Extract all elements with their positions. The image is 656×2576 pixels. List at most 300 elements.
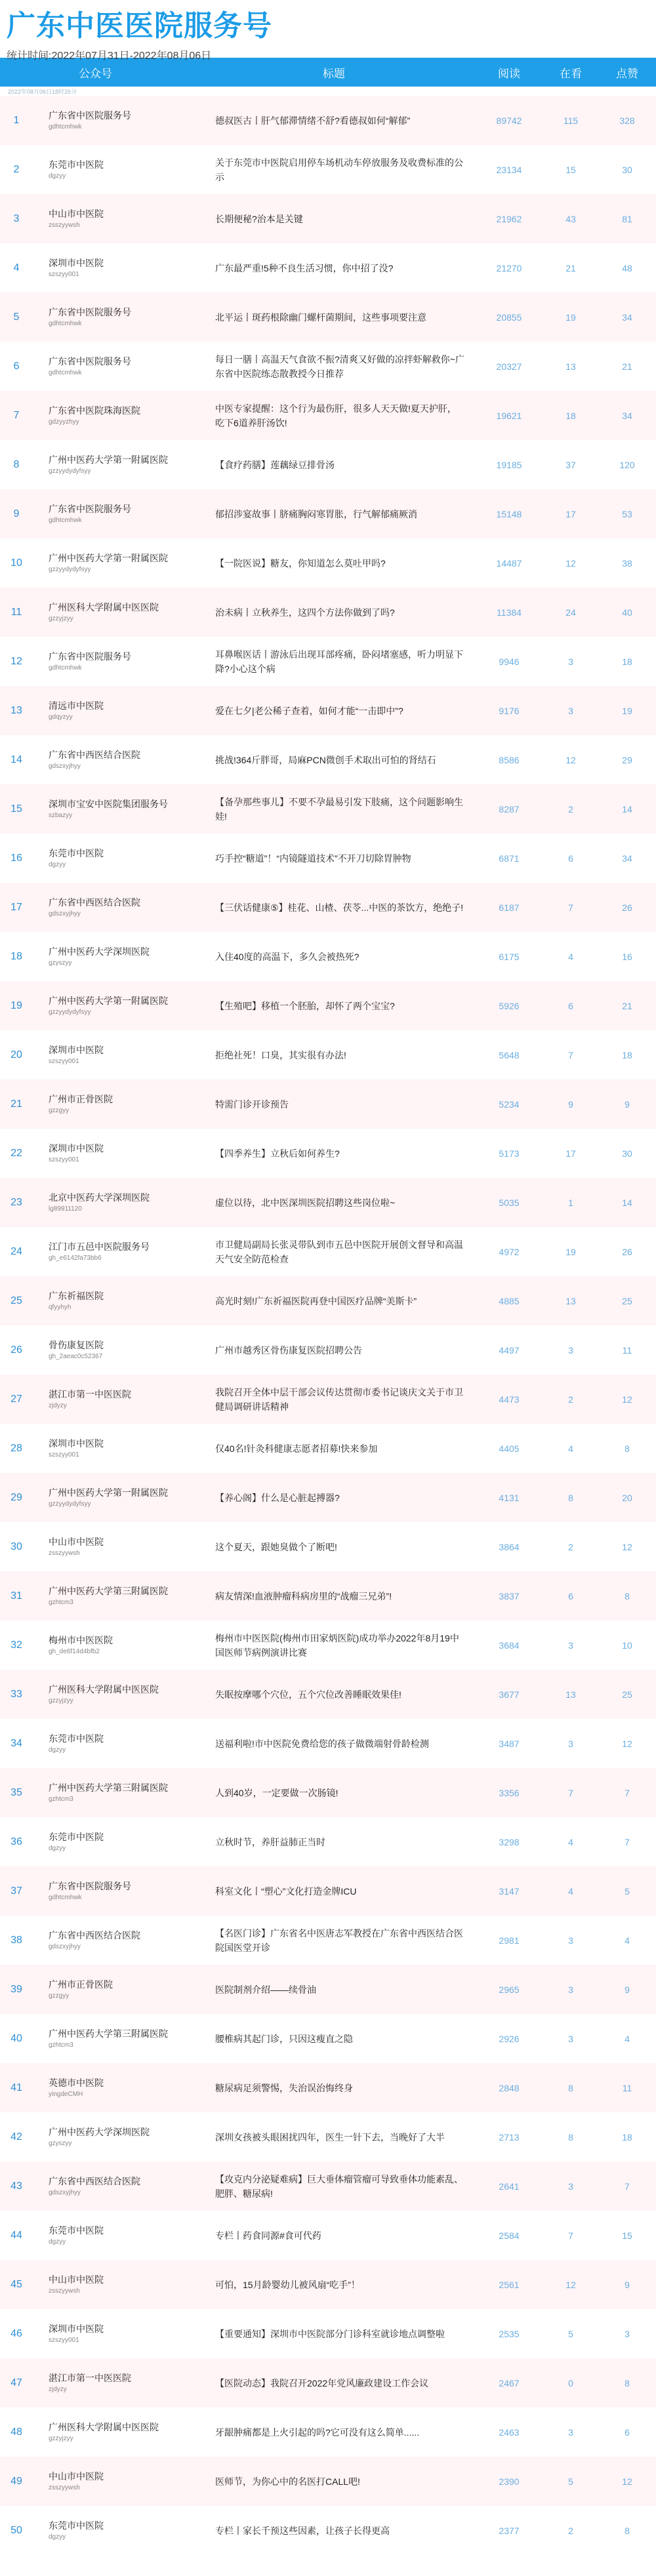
row-account xyxy=(33,1768,193,1817)
account-name: 湛江市第一中医医院 xyxy=(49,2372,131,2383)
row-looks: 8 xyxy=(568,2082,573,2093)
row-looks: 2 xyxy=(568,803,573,815)
row-looks: 7 xyxy=(568,1049,573,1060)
row-looks: 3 xyxy=(568,1344,573,1356)
article-title-link[interactable]: 高光时刻!广东祈福医院再登中国医疗品牌“美斯卡” xyxy=(215,1295,417,1306)
row-account xyxy=(33,145,193,194)
row-account xyxy=(33,96,193,145)
article-title-link[interactable]: 这个夏天，跟她臭做个了断吧! xyxy=(215,1541,337,1552)
article-title-link[interactable]: 深圳女孩被头眼困扰四年，医生一针下去，当晚好了大半 xyxy=(215,2131,445,2143)
account-name: 广东省中西医结合医院 xyxy=(49,1929,140,1941)
row-likes: 12 xyxy=(622,1738,632,1749)
account-id: gh_2aeac0c52367 xyxy=(49,1352,103,1360)
row-reads: 11384 xyxy=(497,607,522,618)
row-reads: 2377 xyxy=(499,2525,520,2536)
row-rank: 27 xyxy=(10,1393,22,1405)
row-rank: 14 xyxy=(10,754,22,765)
row-looks: 6 xyxy=(568,1000,573,1011)
account-name: 骨伤康复医院 xyxy=(49,1339,104,1350)
table-row xyxy=(0,1473,656,1522)
row-account xyxy=(33,1178,193,1227)
table-row xyxy=(0,2014,656,2063)
row-likes: 12 xyxy=(622,2476,632,2487)
row-rank: 10 xyxy=(10,557,22,569)
row-account xyxy=(33,1620,193,1670)
row-likes: 20 xyxy=(622,1492,632,1503)
row-reads: 2981 xyxy=(499,1935,520,1946)
article-title-link[interactable]: 【备孕那些事儿】不要不孕最易引发下肢痛，这个问题影响生娃! xyxy=(215,796,463,822)
row-rank: 30 xyxy=(10,1540,22,1552)
table-row xyxy=(0,1129,656,1178)
row-likes: 4 xyxy=(625,1935,630,1946)
row-looks: 3 xyxy=(568,2181,573,2192)
article-title-link[interactable]: 专栏丨家长千预这些因素，让孩子长得更高 xyxy=(215,2525,390,2536)
article-title-link[interactable]: 送福利啦!市中医院免费给您的孩子做微端射骨龄检测 xyxy=(215,1738,429,1749)
header-likes: 点赞 xyxy=(598,58,656,87)
article-title-link[interactable]: 人到40岁，一定要做一次肠镜! xyxy=(215,1787,338,1798)
row-likes: 34 xyxy=(622,312,632,323)
row-likes: 38 xyxy=(622,557,632,569)
row-looks: 2 xyxy=(568,1394,573,1405)
table-row xyxy=(0,2457,656,2506)
table-row xyxy=(0,194,656,243)
account-name: 广州医科大学附属中医医院 xyxy=(49,601,159,613)
row-rank: 13 xyxy=(10,704,22,716)
article-title-link[interactable]: 关于东莞市中医院启用停车场机动车停放服务及收费标准的公示 xyxy=(215,157,463,182)
table-row xyxy=(0,1719,656,1768)
row-reads: 2535 xyxy=(499,2328,520,2339)
row-reads: 3684 xyxy=(499,1640,520,1651)
article-title-link[interactable]: 牙龈肿痛都是上火引起的吗?它可没有这么简单...... xyxy=(215,2426,420,2438)
article-title-link[interactable]: 失眠按摩哪个穴位，五个穴位改善睡眠效果佳! xyxy=(215,1689,401,1700)
row-rank: 26 xyxy=(10,1344,22,1356)
row-reads: 21962 xyxy=(496,213,522,224)
row-rank: 24 xyxy=(10,1245,22,1257)
row-likes: 18 xyxy=(622,1049,632,1060)
article-title-link[interactable]: 广州市越秀区骨伤康复医院招聘公告 xyxy=(215,1344,362,1356)
row-rank: 38 xyxy=(10,1934,22,1946)
account-name: 广州中医药大学第一附属医院 xyxy=(49,454,168,465)
table-row xyxy=(0,1916,656,1965)
row-looks: 2 xyxy=(568,2525,573,2536)
row-account xyxy=(33,1325,193,1375)
row-account xyxy=(33,1965,193,2014)
row-account xyxy=(33,1916,193,1965)
row-likes: 11 xyxy=(622,2082,632,2093)
row-reads: 2584 xyxy=(499,2230,520,2241)
row-reads: 6871 xyxy=(499,853,520,864)
article-title-link[interactable]: 郁招涉宴故事丨脐痛胸闷寒胃胀，行气解郁痛厥消 xyxy=(215,508,417,519)
row-reads: 5234 xyxy=(499,1098,520,1110)
account-name: 中山市中医院 xyxy=(49,2470,104,2482)
row-looks: 13 xyxy=(565,1295,576,1306)
row-likes: 34 xyxy=(622,410,632,421)
article-title-link[interactable]: 梅州市中医医院(梅州市田家炳医院)成功举办2022年8月19中国医师节病例演讲比赛 xyxy=(215,1632,459,1658)
article-title-link[interactable]: 【医院动态】我院召开2022年党风廉政建设工作会议 xyxy=(215,2377,429,2388)
row-account xyxy=(33,1571,193,1620)
row-likes: 25 xyxy=(622,1295,632,1306)
row-reads: 4131 xyxy=(499,1492,520,1503)
article-title-link[interactable]: 入住40度的高温下，多久会被热死? xyxy=(215,951,359,962)
account-id: gdzyyzhyy xyxy=(49,418,79,426)
account-id: gdszxyjhyy xyxy=(49,1942,81,1950)
article-title-link[interactable]: 科室文化丨“塑心”文化打造金牌ICU xyxy=(215,1885,357,1897)
row-account xyxy=(33,1866,193,1916)
account-name: 深圳市中医院 xyxy=(49,1438,104,1449)
row-reads: 19621 xyxy=(496,410,522,421)
row-rank: 23 xyxy=(10,1196,22,1208)
table-row xyxy=(0,686,656,735)
table-row xyxy=(0,2063,656,2112)
table-row xyxy=(0,2260,656,2309)
row-reads: 2390 xyxy=(499,2476,520,2487)
table-row xyxy=(0,1178,656,1227)
article-title-link[interactable]: 【四季养生】立秋后如何养生? xyxy=(215,1148,340,1159)
row-rank: 5 xyxy=(13,311,20,323)
row-looks: 4 xyxy=(568,1443,573,1454)
row-rank: 44 xyxy=(10,2229,22,2241)
account-name: 深圳市中医院 xyxy=(49,2323,104,2334)
article-title-link[interactable]: 北平运丨斑药根除幽门螺杆菌期间，这些事项要注意 xyxy=(215,312,426,323)
account-name: 广州医科大学附属中医医院 xyxy=(49,2421,159,2432)
row-looks: 3 xyxy=(568,1738,573,1749)
row-account xyxy=(33,342,193,391)
account-id: dgzyy xyxy=(49,2533,66,2541)
row-account xyxy=(33,1375,193,1424)
account-id: lg89911120 xyxy=(49,1205,82,1213)
account-id: dgzyy xyxy=(49,2238,66,2245)
row-looks: 7 xyxy=(568,2230,573,2241)
article-title-link[interactable]: 中医专家提醒：这个行为最伤肝，很多人天天做!夏天护肝，吃下6道养肝汤饮! xyxy=(215,403,457,428)
row-likes: 30 xyxy=(622,1148,632,1159)
row-reads: 4473 xyxy=(499,1394,520,1405)
row-rank: 4 xyxy=(13,262,20,273)
table-row xyxy=(0,489,656,538)
table-row xyxy=(0,2506,656,2555)
row-rank: 11 xyxy=(10,606,22,618)
row-likes: 29 xyxy=(622,754,632,765)
table-row xyxy=(0,2162,656,2211)
row-account xyxy=(33,2309,193,2358)
article-title-link[interactable]: 耳鼻喉医话丨游泳后出现耳部疼痛，卧闷堵塞感，听力明显下降?小心这个病 xyxy=(215,649,463,674)
table-row xyxy=(0,1571,656,1620)
table-row xyxy=(0,391,656,440)
row-rank: 2 xyxy=(13,163,20,175)
row-looks: 2 xyxy=(568,1541,573,1552)
account-id: qfyyhyh xyxy=(49,1303,72,1311)
row-account xyxy=(33,538,193,588)
account-id: gdhtcmhwk xyxy=(49,1893,82,1901)
row-account xyxy=(33,1817,193,1866)
row-looks: 4 xyxy=(568,1885,573,1897)
row-likes: 14 xyxy=(622,803,632,815)
row-rank: 36 xyxy=(10,1836,22,1847)
row-looks: 5 xyxy=(568,2476,573,2487)
row-reads: 5648 xyxy=(499,1049,520,1060)
account-name: 中山市中医院 xyxy=(49,2274,104,2285)
account-id: gzzyydydyfsyy xyxy=(49,1500,91,1508)
row-likes: 53 xyxy=(622,508,632,519)
row-reads: 3864 xyxy=(499,1541,520,1552)
row-rank: 29 xyxy=(10,1491,22,1503)
table-row xyxy=(0,243,656,292)
row-likes: 10 xyxy=(622,1640,632,1651)
row-likes: 5 xyxy=(625,1885,630,1897)
account-name: 广州中医药大学深圳医院 xyxy=(49,946,150,957)
row-rank: 39 xyxy=(10,1983,22,1995)
account-name: 广东省中医院服务号 xyxy=(49,110,131,121)
account-name: 东莞市中医院 xyxy=(49,2224,104,2236)
article-title-link[interactable]: 巧手控“糖道”！“内镜隧道技术”不开刀切除胃肿物 xyxy=(215,853,411,864)
row-reads: 2926 xyxy=(499,2033,520,2044)
ranking-table xyxy=(0,58,656,2555)
header-reads: 阅读 xyxy=(475,58,543,87)
row-account xyxy=(33,2506,193,2555)
row-reads: 19185 xyxy=(496,459,522,470)
article-title-link[interactable]: 【三伏话健康⑤】桂花、山楂、茯苓...中医的茶饮方，绝绝子! xyxy=(215,902,464,913)
row-account xyxy=(33,883,193,932)
row-account xyxy=(33,1276,193,1325)
row-looks: 15 xyxy=(565,164,576,175)
stat-period: 统计时间:2022年07月31日-2022年08月06日 xyxy=(7,50,212,62)
account-id: dgzyy xyxy=(49,1844,66,1852)
account-id: dgzyy xyxy=(49,1746,66,1754)
row-rank: 12 xyxy=(10,655,22,667)
account-id: gzhtcm3 xyxy=(49,1795,73,1803)
article-title-link[interactable]: 市卫健局副局长张灵带队到市五邑中医院开展创文督导和高温天气安全防范检查 xyxy=(215,1239,463,1264)
account-name: 中山市中医院 xyxy=(49,1536,104,1547)
account-name: 深圳市宝安中医院集团服务号 xyxy=(49,798,168,809)
row-account xyxy=(33,735,193,784)
row-rank: 46 xyxy=(10,2327,22,2339)
row-reads: 5926 xyxy=(499,1000,520,1011)
table-row xyxy=(0,2211,656,2260)
table-row xyxy=(0,2112,656,2162)
account-name: 广州中医药大学第三附属医院 xyxy=(49,1782,168,1793)
row-account xyxy=(33,981,193,1030)
row-rank: 9 xyxy=(13,508,20,519)
row-rank: 25 xyxy=(10,1295,22,1306)
row-account xyxy=(33,932,193,981)
row-likes: 26 xyxy=(622,902,632,913)
row-looks: 3 xyxy=(568,656,573,667)
row-reads: 3677 xyxy=(499,1689,520,1700)
row-rank: 40 xyxy=(10,2032,22,2044)
table-note-row xyxy=(0,87,656,96)
table-row xyxy=(0,145,656,194)
article-title-link[interactable]: 医院制剂介绍——续骨油 xyxy=(215,1984,316,1995)
account-name: 深圳市中医院 xyxy=(49,257,104,268)
article-title-link[interactable]: 病友情深!血液肿瘤科病房里的“战瘤三兄弟”! xyxy=(215,1590,392,1601)
row-likes: 19 xyxy=(622,705,632,716)
account-name: 广东省中西医结合医院 xyxy=(49,2175,140,2186)
article-title-link[interactable]: 虚位以待，北中医深圳医院招聘这些岗位啦~ xyxy=(215,1197,396,1208)
row-account xyxy=(33,2358,193,2407)
header-looks: 在看 xyxy=(543,58,598,87)
row-looks: 17 xyxy=(565,1148,576,1159)
row-looks: 3 xyxy=(568,2033,573,2044)
table-row xyxy=(0,2358,656,2407)
account-name: 广州中医药大学第一附属医院 xyxy=(49,995,168,1006)
article-title-link[interactable]: 可怕，15月龄婴幼儿被风扇“吃手”！ xyxy=(215,2279,360,2290)
account-id: gdhtcmhwk xyxy=(49,516,82,524)
account-id: gzzyydydyfsyy xyxy=(49,1008,91,1016)
article-title-link[interactable]: 治未病丨立秋养生，这四个方法你做到了吗? xyxy=(215,607,395,618)
row-looks: 19 xyxy=(565,1246,576,1257)
article-title-link[interactable]: 【攻克内分泌疑难病】巨大垂体瘤管瘤可导致垂体功能素乱、肥胖、糖尿病! xyxy=(215,2173,463,2199)
row-rank: 50 xyxy=(10,2524,22,2536)
row-likes: 6 xyxy=(625,2426,630,2438)
row-account xyxy=(33,2162,193,2211)
row-rank: 7 xyxy=(13,409,20,421)
article-title-link[interactable]: 【重要通知】深圳市中医院部分门诊科室就诊地点调整啦 xyxy=(215,2328,445,2339)
account-name: 江门市五邑中医院服务号 xyxy=(49,1241,150,1252)
row-rank: 42 xyxy=(10,2131,22,2143)
row-looks: 7 xyxy=(568,902,573,913)
table-row xyxy=(0,1276,656,1325)
table-row xyxy=(0,292,656,342)
row-looks: 9 xyxy=(568,1098,573,1110)
article-title-link[interactable]: 拒绝社死！口臭，其实很有办法! xyxy=(215,1049,346,1060)
row-looks: 3 xyxy=(568,705,573,716)
article-title-link[interactable]: 【养心阁】什么是心脏起搏器? xyxy=(215,1492,340,1503)
table-row xyxy=(0,1768,656,1817)
row-likes: 34 xyxy=(622,853,632,864)
row-reads: 2965 xyxy=(499,1984,520,1995)
article-title-link[interactable]: 挑战!364斤胖哥，局麻PCN微创手术取出可怕的肾结石 xyxy=(215,754,436,765)
account-name: 广东省中医院服务号 xyxy=(49,355,131,367)
row-rank: 6 xyxy=(13,360,20,372)
row-likes: 9 xyxy=(625,1098,630,1110)
table-note: 2022年08月06日18时26分 xyxy=(8,88,77,95)
row-looks: 12 xyxy=(565,754,576,765)
account-name: 广州市正骨医院 xyxy=(49,1093,113,1104)
row-likes: 7 xyxy=(625,1836,630,1847)
table-row xyxy=(0,1325,656,1375)
account-id: szszyy001 xyxy=(49,270,79,278)
account-id: gh_de6f14d4bfb2 xyxy=(49,1647,100,1655)
row-likes: 8 xyxy=(625,1443,630,1454)
article-title-link[interactable]: 【生殖吧】移植一个胚胎，却怀了两个宝宝? xyxy=(215,1000,395,1011)
account-id: gzhtcm3 xyxy=(49,1598,73,1606)
article-title-link[interactable]: 立秋时节，养肝益肺正当时 xyxy=(215,1836,325,1847)
article-title-link[interactable]: 糖尿病足须警惕，失治误治悔终身 xyxy=(215,2082,353,2093)
row-account xyxy=(33,588,193,637)
table-row xyxy=(0,1965,656,2014)
table-row xyxy=(0,932,656,981)
article-title-link[interactable]: 每日一膳丨高温天气食欲不振?清爽又好做的凉拌虾解救你~广东省中医院练态散教授今日推荐 xyxy=(215,353,464,379)
article-title-link[interactable]: 仅40名!针灸科健康志愿者招募!快来参加 xyxy=(215,1443,378,1454)
row-looks: 17 xyxy=(565,508,576,519)
account-id: gh_e6142fa73bb6 xyxy=(49,1254,102,1262)
account-name: 东莞市中医院 xyxy=(49,1831,104,1842)
account-id: gzzyjzyy xyxy=(49,614,73,622)
table-row xyxy=(0,637,656,686)
row-reads: 3487 xyxy=(499,1738,520,1749)
row-rank: 35 xyxy=(10,1786,22,1798)
article-title-link[interactable]: 特需门诊开诊预告 xyxy=(215,1098,289,1110)
row-looks: 1 xyxy=(568,1197,573,1208)
article-title-link[interactable]: 我院召开全体中层干部会议传达贯彻市委书记谈庆文关于市卫健局调研讲话精神 xyxy=(215,1386,463,1412)
article-title-link[interactable]: 腰椎病其起门诊，只因这瘦直之隐 xyxy=(215,2033,353,2044)
row-reads: 2561 xyxy=(499,2279,520,2290)
article-title-link[interactable]: 长期便秘?治本是关键 xyxy=(215,213,303,224)
row-likes: 120 xyxy=(619,459,635,470)
article-title-link[interactable]: 医师节，为你心中的名医打CALL吧! xyxy=(215,2476,360,2487)
account-id: gdhtcmhwk xyxy=(49,664,82,672)
row-rank: 43 xyxy=(10,2180,22,2192)
row-likes: 7 xyxy=(625,1787,630,1798)
table-row xyxy=(0,1079,656,1129)
account-name: 中山市中医院 xyxy=(49,208,104,219)
row-likes: 18 xyxy=(622,2131,632,2143)
row-looks: 8 xyxy=(568,2131,573,2143)
table-row xyxy=(0,981,656,1030)
article-title-link[interactable]: 【食疗药膳】莲藕绿豆排骨汤 xyxy=(215,459,335,470)
row-likes: 30 xyxy=(622,164,632,175)
account-name: 广州医科大学附属中医医院 xyxy=(49,1683,159,1695)
account-id: gzzyjzyy xyxy=(49,2434,73,2442)
row-reads: 20855 xyxy=(496,312,522,323)
row-account xyxy=(33,784,193,834)
account-name: 广东省中西医结合医院 xyxy=(49,896,140,908)
article-title-link[interactable]: 广东最严重!5种不良生活习惯，你中招了没? xyxy=(215,262,394,273)
article-title-link[interactable]: 爱在七夕|老公稀子查着，如何才能“一击即中”? xyxy=(215,705,403,716)
row-likes: 26 xyxy=(622,1246,632,1257)
row-looks: 4 xyxy=(568,951,573,962)
account-id: gdhtcmhwk xyxy=(49,369,82,376)
row-account xyxy=(33,2112,193,2162)
row-looks: 12 xyxy=(565,2279,576,2290)
account-name: 东莞市中医院 xyxy=(49,847,104,858)
row-rank: 28 xyxy=(10,1442,22,1454)
row-reads: 2848 xyxy=(499,2082,520,2093)
row-looks: 8 xyxy=(568,1492,573,1503)
account-id: gdhtcmhwk xyxy=(49,123,82,131)
account-id: gzzyydydyfsyy xyxy=(49,467,91,475)
article-title-link[interactable]: 专栏丨药食同源#食可代药 xyxy=(215,2230,321,2241)
row-account xyxy=(33,2407,193,2457)
row-account xyxy=(33,1719,193,1768)
row-likes: 25 xyxy=(622,1689,632,1700)
account-name: 深圳市中医院 xyxy=(49,1044,104,1055)
table-row xyxy=(0,1227,656,1276)
row-rank: 47 xyxy=(10,2377,22,2388)
account-id: gzyszyy xyxy=(49,959,72,967)
account-id: zjdyzy xyxy=(49,2385,67,2393)
row-rank: 33 xyxy=(10,1688,22,1700)
row-reads: 4972 xyxy=(499,1246,520,1257)
account-id: gzhtcm3 xyxy=(49,2041,73,2049)
row-reads: 15148 xyxy=(496,508,522,519)
article-title-link[interactable]: 【一院医说】糖友，你知道怎么莫吐甲吗? xyxy=(215,557,386,569)
table-row xyxy=(0,883,656,932)
article-title-link[interactable]: 【名医门诊】广东省名中医唐志军教授在广东省中西医结合医院国医堂开诊 xyxy=(215,1927,463,1953)
row-rank: 48 xyxy=(10,2426,22,2438)
row-reads: 21270 xyxy=(496,262,522,273)
row-account xyxy=(33,637,193,686)
row-looks: 12 xyxy=(565,557,576,569)
row-looks: 13 xyxy=(565,1689,576,1700)
account-id: gdszxyjhyy xyxy=(49,910,81,917)
row-reads: 2467 xyxy=(499,2377,520,2388)
account-name: 广东省中医院服务号 xyxy=(49,306,131,317)
row-looks: 115 xyxy=(563,115,579,126)
account-id: szszyy001 xyxy=(49,1057,79,1065)
table-row xyxy=(0,1670,656,1719)
row-reads: 4497 xyxy=(499,1344,520,1356)
article-title-link[interactable]: 德叔医古丨肝气郁滞情绪不舒?看德叔如何“解郁” xyxy=(215,115,411,126)
